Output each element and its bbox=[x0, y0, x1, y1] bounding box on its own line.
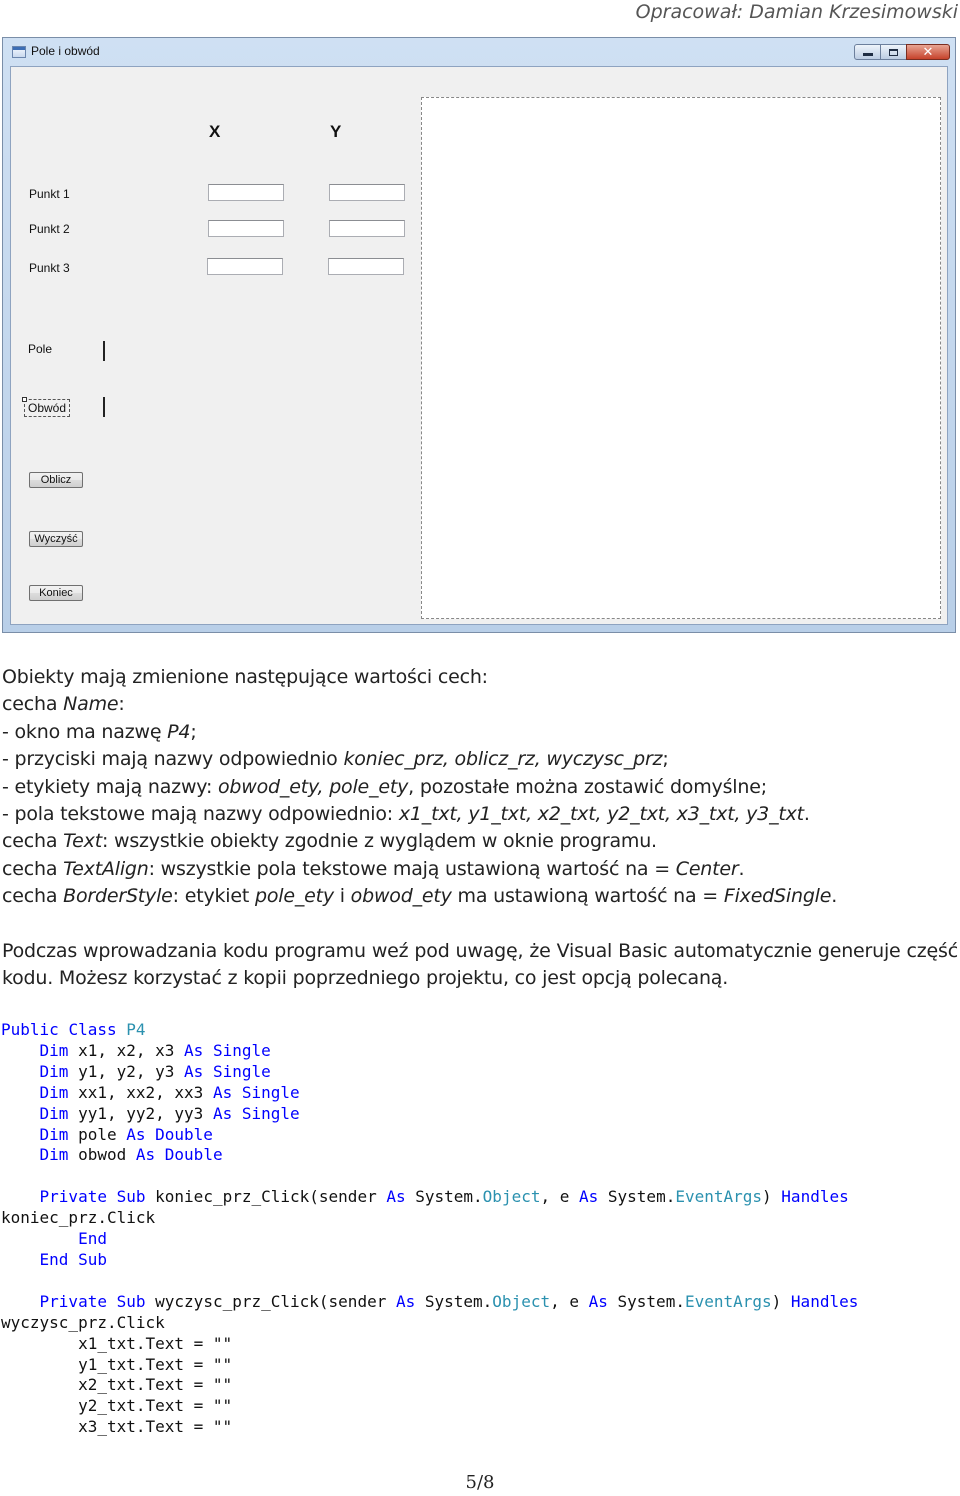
text-line: cecha Name: bbox=[2, 693, 125, 716]
punkt2-label: Punkt 2 bbox=[29, 222, 70, 236]
close-button[interactable] bbox=[906, 44, 950, 60]
x1-txt-input[interactable] bbox=[208, 184, 284, 201]
form-window bbox=[2, 37, 956, 633]
obwod-label[interactable] bbox=[24, 399, 70, 417]
text-line: - etykiety mają nazwy: obwod_ety, pole_ety, pozostałe można zostawić domyślne; bbox=[2, 775, 767, 798]
close-icon: ✕ bbox=[922, 44, 934, 60]
text-line: Obiekty mają zmienione następujące wartości cech: bbox=[2, 666, 488, 688]
x3-txt-input[interactable] bbox=[207, 258, 283, 275]
x-header-label: X bbox=[209, 122, 221, 141]
y3-txt-input[interactable] bbox=[328, 258, 404, 275]
text-line: cecha Text: wszystkie obiekty zgodnie z wyglądem w oknie programu. bbox=[2, 830, 657, 853]
koniec-button[interactable]: Koniec bbox=[29, 585, 83, 601]
form-client-area bbox=[10, 66, 948, 625]
y-header-label: Y bbox=[330, 122, 342, 141]
pole-ety-label bbox=[103, 341, 105, 361]
text-line: - okno ma nazwę P4; bbox=[2, 720, 197, 743]
text-line: cecha BorderStyle: etykiet pole_ety i obwod_ety ma ustawioną wartość na = FixedSingle. bbox=[2, 885, 838, 908]
window-controls bbox=[854, 44, 949, 60]
wyczysc-button[interactable]: Wyczyść bbox=[29, 531, 83, 547]
oblicz-button[interactable]: Oblicz bbox=[29, 472, 83, 488]
selection-handle[interactable] bbox=[22, 397, 27, 402]
page-number: 5/8 bbox=[465, 1472, 495, 1493]
window-title: Pole i obwód bbox=[31, 44, 100, 58]
obwod-label-text: Obwód bbox=[28, 401, 67, 415]
minimize-button[interactable] bbox=[854, 44, 881, 60]
text-line: - przyciski mają nazwy odpowiednio koniec_prz, oblicz_rz, wyczysc_prz; bbox=[2, 748, 669, 771]
y2-txt-input[interactable] bbox=[329, 220, 405, 237]
form-icon bbox=[12, 46, 26, 58]
text-line: cecha TextAlign: wszystkie pola tekstowe mają ustawioną wartość na = Center. bbox=[2, 857, 745, 880]
instruction-paragraph: Podczas wprowadzania kodu programu weź pod uwagę, że Visual Basic automatycznie generuje część kodu. Możesz korzystać z kopii poprzedniego projektu, co jest opcją polecaną. bbox=[2, 939, 958, 990]
obwod-ety-label bbox=[103, 397, 105, 417]
punkt3-label: Punkt 3 bbox=[29, 261, 70, 275]
minimize-icon bbox=[863, 53, 873, 56]
page-header-author: Opracował: Damian Krzesimowski bbox=[635, 1, 958, 23]
y1-txt-input[interactable] bbox=[329, 184, 405, 201]
drawing-picturebox[interactable] bbox=[421, 97, 941, 619]
text-line: - pola tekstowe mają nazwy odpowiednio: x1_txt, y1_txt, x2_txt, y2_txt, x3_txt, y3_txt. bbox=[2, 803, 810, 826]
maximize-icon bbox=[889, 49, 898, 56]
x2-txt-input[interactable] bbox=[208, 220, 284, 237]
maximize-button[interactable] bbox=[880, 44, 907, 60]
pole-label: Pole bbox=[28, 342, 53, 356]
window-titlebar[interactable] bbox=[3, 38, 955, 66]
code-listing: Public Class P4 Dim x1, x2, x3 As Single Dim y1, y2, y3 As Single Dim xx1, xx2, xx3 As Single Dim yy1, yy2, yy3 As Single Dim pole As Double Dim obwod As Double Private Sub koniec_prz_Click(sender As System.Object, e As System.EventArgs) Handles koniec_prz.Click End End Sub Private Sub wyczysc_prz_Click(sender As System.Object, e As System.EventArgs) Handles wyczysc_prz.Click x1_txt.Text = "" y1_txt.Text = "" x2_txt.Text = "" y2_txt.Text = "" x3_txt.Text = "" bbox=[1, 1020, 859, 1437]
description-text bbox=[2, 664, 958, 992]
punkt1-label: Punkt 1 bbox=[29, 187, 70, 201]
